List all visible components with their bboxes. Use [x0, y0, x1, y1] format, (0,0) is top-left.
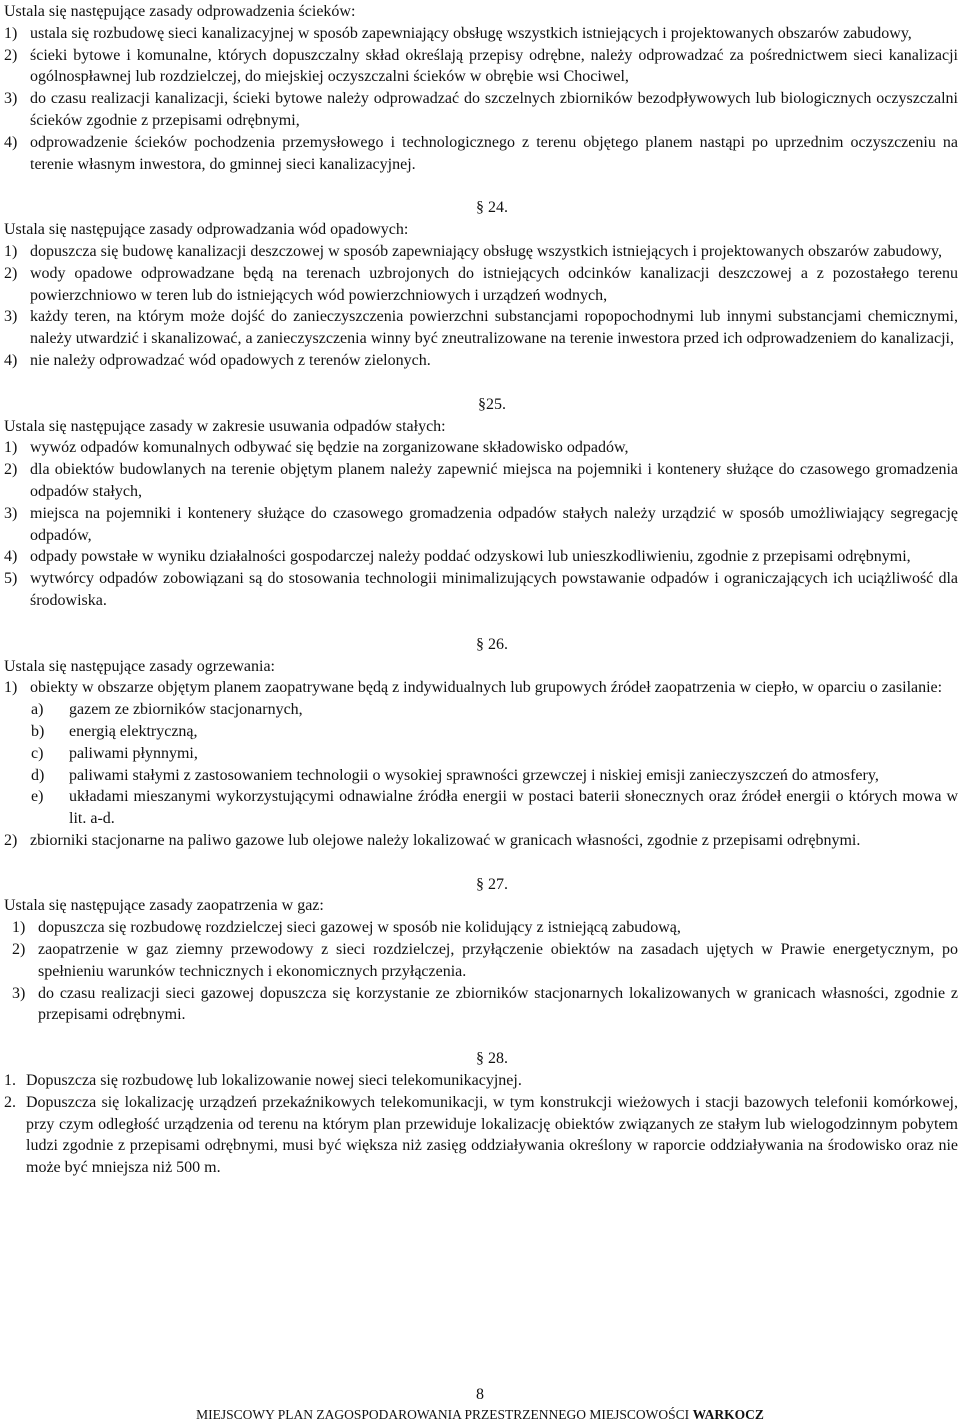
section-28 — [4, 1048, 958, 1179]
item-text: nie należy odprowadzać wód opadowych z terenów zielonych. — [30, 351, 431, 369]
sub-item — [4, 699, 958, 721]
item-text: do czasu realizacji kanalizacji, ścieki bytowe należy odprowadzać do szczelnych zbiorników bezodpływowych lub biologicznych oczyszczalni ścieków zgodnie z przepisami odrębnymi, — [30, 90, 958, 129]
item-number: 2) — [4, 46, 18, 64]
sub-item-text: układami mieszanymi wykorzystującymi odnawialne źródła energii w postaci baterii słonecznych oraz źródeł energii o których mowa w lit. a-d. — [69, 788, 958, 828]
list-item — [4, 437, 958, 459]
paragraph-number: 26. — [488, 635, 508, 653]
paragraph-sign: § — [476, 199, 484, 217]
list-item — [4, 983, 958, 1027]
item-number: 3) — [4, 90, 18, 108]
item-text: Dopuszcza się lokalizację urządzeń przekaźnikowych telekomunikacji, w tym konstrukcji wieżowych i stacji bazowych telefonii komórkowej, przy czym odległość urządzenia od terenu na którym plan przewiduje lokalizację obiektów związanych ze stałym lub wielogodzinnym pobytem ludzi zgodnie z przepisami odrębnymi, musi być większa niż zasięg oddziaływania określony w raporcie oddziaływania na środowisko oraz nie może być mniejsza niż 500 m. — [26, 1093, 958, 1177]
paragraph-number: 25. — [486, 395, 506, 413]
list-item — [4, 132, 958, 176]
item-number: 2) — [4, 461, 18, 479]
paragraph-heading — [4, 1048, 958, 1070]
sub-item — [4, 786, 958, 830]
sub-item-letter: e) — [31, 788, 44, 806]
list-item — [4, 1070, 958, 1092]
list-item — [4, 45, 958, 89]
item-text: odprowadzenie ścieków pochodzenia przemysłowego i technologicznego z terenu objętego planem nastąpi po uprzednim oczyszczeniu na terenie własnym inwestora, do gminnej sieci kanalizacyjnej. — [30, 133, 958, 173]
item-text: Dopuszcza się rozbudowę lub lokalizowanie nowej sieci telekomunikacyjnej. — [26, 1072, 522, 1090]
footer-text: MIEJSCOWY PLAN ZAGOSPODAROWANIA PRZESTRZENNEGO MIEJSCOWOŚCI — [196, 1407, 690, 1422]
list-item — [4, 306, 958, 350]
section-24-intro: Ustala się następujące zasady odprowadzania wód opadowych: — [4, 221, 409, 239]
sub-item-text: energią elektryczną, — [69, 722, 198, 740]
section-25 — [4, 394, 958, 612]
item-text: każdy teren, na którym może dojść do zanieczyszczenia powierzchni substancjami ropopochodnymi lub innymi substancjami chemicznymi, należy utwardzić i skanalizować, a zanieczyszczenia winny być zneutralizowane na terenie inwestora przed ich odprowadzeniem do kanalizacji, — [30, 308, 958, 348]
item-text: miejsca na pojemniki i kontenery służące do czasowego gromadzenia odpadów stałych należy urządzić w sposób umożliwiający segregację odpadów, — [30, 504, 958, 544]
item-text: wytwórcy odpadów zobowiązani są do stosowania technologii minimalizujących powstawanie odpadów i ograniczających ich uciążliwość dla środowiska. — [30, 570, 958, 609]
paragraph-heading — [4, 197, 958, 219]
item-number: 3) — [4, 308, 18, 326]
item-number: 2) — [12, 941, 26, 959]
sub-item-text: gazem ze zbiorników stacjonarnych, — [69, 701, 303, 719]
item-number: 1) — [12, 919, 26, 937]
list-item — [4, 830, 958, 852]
list-item — [4, 503, 958, 547]
list-item — [4, 677, 958, 699]
item-number: 3) — [4, 504, 18, 522]
list-item — [4, 917, 958, 939]
item-text: zbiorniki stacjonarne na paliwo gazowe lub olejowe należy lokalizować w granicach własności, zgodnie z przepisami odrębnymi. — [30, 831, 861, 849]
section-23 — [4, 1, 958, 175]
sub-item-letter: c) — [31, 744, 44, 762]
list-item — [4, 263, 958, 307]
paragraph-sign: § — [476, 635, 484, 653]
section-24 — [4, 197, 958, 371]
list-item — [4, 1092, 958, 1179]
list-item — [4, 88, 958, 132]
item-text: dla obiektów budowlanych na terenie objętym planem należy zapewnić miejsca na pojemniki i kontenery służące do czasowego gromadzenia odpadów stałych, — [30, 461, 958, 500]
item-text: zaopatrzenie w gaz ziemny przewodowy z sieci rozdzielczej, przyłączenie obiektów na zasadach ujętych w Prawie energetycznym, po spełnieniu warunków technicznych i ekonomicznych przyłączenia. — [38, 941, 958, 980]
paragraph-sign: § — [476, 875, 484, 893]
item-number: 2) — [4, 264, 18, 282]
document-page — [4, 1, 958, 1179]
sub-item — [4, 721, 958, 743]
item-number: 5) — [4, 570, 18, 588]
sub-item-text: paliwami stałymi z zastosowaniem technologii o wysokiej sprawności grzewczej i niskiej emisji zanieczyszczeń do atmosfery, — [69, 766, 879, 784]
paragraph-heading — [4, 394, 958, 416]
item-number: 1) — [4, 24, 18, 42]
item-number: 3) — [12, 984, 26, 1002]
list-item — [4, 23, 958, 45]
item-number: 1. — [4, 1072, 16, 1090]
section-26-intro: Ustala się następujące zasady ogrzewania: — [4, 657, 275, 675]
item-text: dopuszcza się rozbudowę rozdzielczej sieci gazowej w sposób nie kolidujący z istniejącą zabudową, — [38, 919, 681, 937]
list-item — [4, 241, 958, 263]
sub-item-text: paliwami płynnymi, — [69, 744, 198, 762]
footer-place: WARKOCZ — [692, 1407, 764, 1422]
list-item — [4, 939, 958, 983]
section-25-intro: Ustala się następujące zasady w zakresie usuwania odpadów stałych: — [4, 417, 446, 435]
item-text: do czasu realizacji sieci gazowej dopuszcza się korzystanie ze zbiorników stacjonarnych lokalizowanych w granicach własności, zgodnie z przepisami odrębnymi. — [38, 984, 958, 1024]
paragraph-sign: § — [476, 1050, 484, 1068]
item-text: dopuszcza się budowę kanalizacji deszczowej w sposób zapewniający obsługę wszystkich istniejących i projektowanych obszarów zabudowy, — [30, 242, 942, 260]
item-number: 2. — [4, 1093, 16, 1111]
item-text: wywóz odpadów komunalnych odbywać się będzie na zorganizowane składowisko odpadów, — [30, 439, 629, 457]
list-item — [4, 350, 958, 372]
item-number: 4) — [4, 351, 18, 369]
paragraph-number: 27. — [488, 875, 508, 893]
section-27 — [4, 874, 958, 1027]
item-number: 1) — [4, 439, 18, 457]
paragraph-number: 28. — [488, 1050, 508, 1068]
paragraph-heading — [4, 874, 958, 896]
item-text: wody opadowe odprowadzane będą na terenach uzbrojonych do istniejących odcinków kanalizacji deszczowej a z pozostałego terenu powierzchniowo w teren lub do istniejących wód powierzchniowych i urządzeń wodnych, — [30, 264, 958, 304]
item-text: odpady powstałe w wyniku działalności gospodarczej należy poddać odzyskowi lub unieszkodliwieniu, zgodnie z przepisami odrębnymi, — [30, 548, 911, 566]
item-text: ustala się rozbudowę sieci kanalizacyjnej w sposób zapewniający obsługę wszystkich istniejących i projektowanych obszarów zabudowy, — [30, 24, 912, 42]
list-item — [4, 568, 958, 612]
page-number: 8 — [476, 1386, 484, 1403]
section-23-intro: Ustala się następujące zasady odprowadzenia ścieków: — [4, 3, 356, 20]
section-27-intro: Ustala się następujące zasady zaopatrzenia w gaz: — [4, 897, 324, 915]
list-item — [4, 459, 958, 503]
paragraph-sign: § — [478, 395, 486, 413]
item-text: obiekty w obszarze objętym planem zaopatrywane będą z indywidualnych lub grupowych źródeł zaopatrzenia w ciepło, w oparciu o zasilanie: — [30, 679, 943, 697]
sub-item-letter: d) — [31, 766, 45, 784]
item-number: 2) — [4, 831, 18, 849]
paragraph-number: 24. — [488, 199, 508, 217]
item-number: 4) — [4, 133, 18, 151]
item-number: 4) — [4, 548, 18, 566]
paragraph-heading — [4, 634, 958, 656]
sub-item — [4, 765, 958, 787]
section-26 — [4, 634, 958, 852]
item-text: ścieki bytowe i komunalne, których dopuszczalny skład określają przepisy odrębne, należy odprowadzać za pośrednictwem sieci kanalizacji ogólnospławnej lub rozdzielczej, do miejskiej oczyszczalni ścieków w obrębie wsi Chociwel, — [30, 46, 958, 86]
sub-item-letter: a) — [31, 701, 44, 719]
sub-item — [4, 743, 958, 765]
item-number: 1) — [4, 679, 18, 697]
sub-item-letter: b) — [31, 722, 45, 740]
item-number: 1) — [4, 242, 18, 260]
list-item — [4, 546, 958, 568]
